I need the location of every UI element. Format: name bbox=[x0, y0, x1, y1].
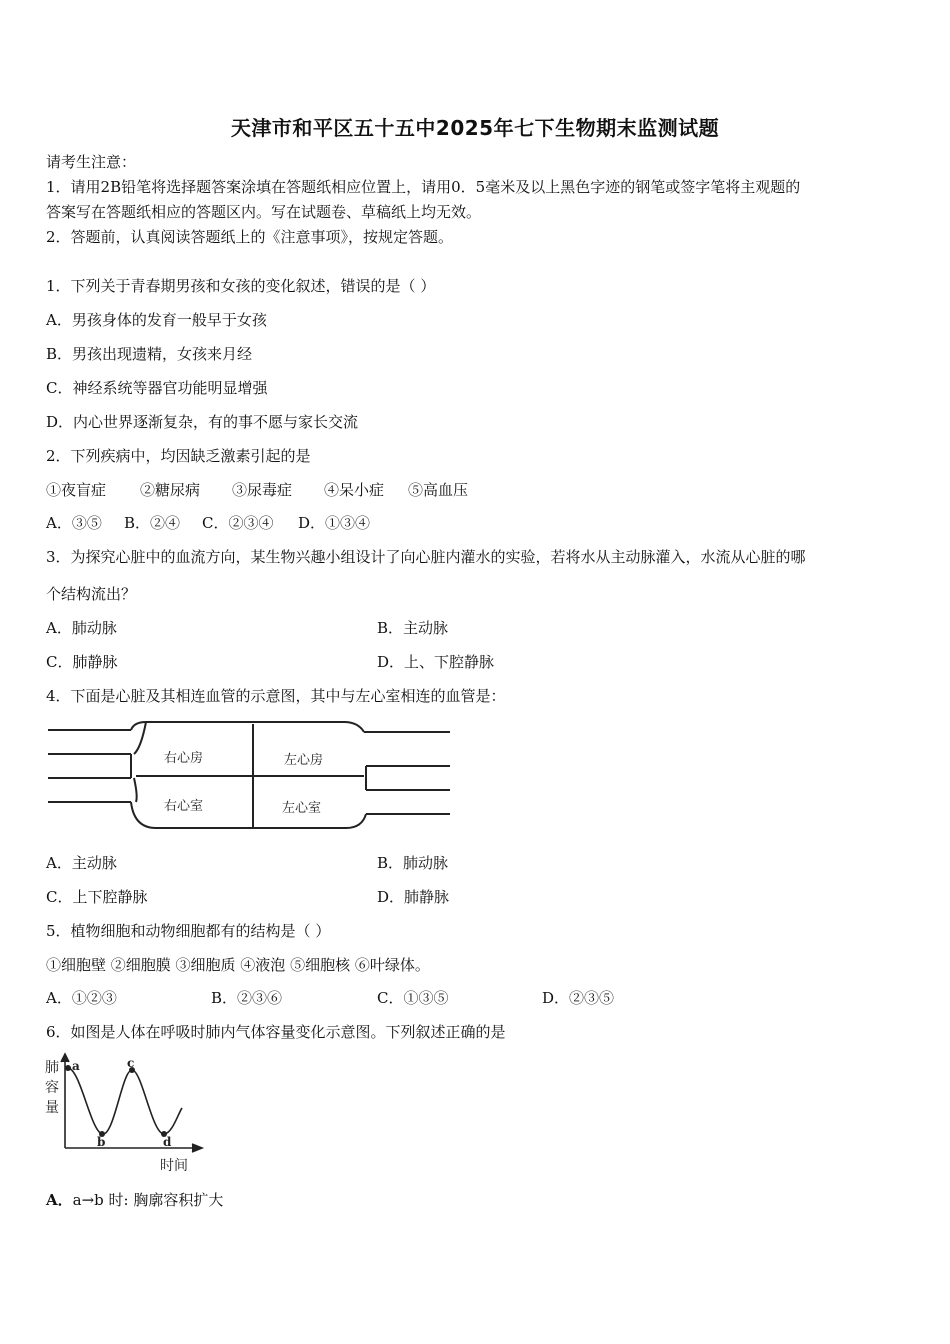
lung-volume-graph bbox=[40, 1052, 210, 1176]
q2-item-5: ⑤高血压 bbox=[408, 481, 469, 499]
q6-option-a bbox=[46, 1190, 223, 1210]
graph-point-d: d bbox=[163, 1135, 172, 1149]
q2-item-2: ②糖尿病 bbox=[140, 481, 201, 499]
notice-item-2: 2．答题前，认真阅读答题纸上的《注意事项》，按规定答题。 bbox=[46, 228, 454, 246]
notice-item-1: 1．请用2B铅笔将选择题答案涂填在答题纸相应位置上，请用0．5毫米及以上黑色字迹的钢笔或签字笔将主观题的 bbox=[46, 178, 801, 196]
q2-option-d: D．①③④ bbox=[298, 514, 371, 532]
graph-point-a: a bbox=[72, 1059, 80, 1073]
q3-stem: 3．为探究心脏中的血流方向，某生物兴趣小组设计了向心脏内灌水的实验，若将水从主动脉灌入，水流从心脏的哪 bbox=[46, 548, 806, 566]
right-ventricle-label: 右心室 bbox=[164, 799, 204, 814]
q3-stem-cont: 个结构流出？ bbox=[46, 585, 137, 603]
q5-stem: 5．植物细胞和动物细胞都有的结构是（ ） bbox=[46, 922, 331, 940]
page-title: 天津市和平区五十五中2025年七下生物期末监测试题 bbox=[230, 116, 720, 140]
graph-y-label-1: 肺 bbox=[45, 1060, 59, 1076]
heart-diagram bbox=[46, 718, 456, 836]
q3-option-c: C．肺静脉 bbox=[46, 653, 118, 671]
graph-point-a-marker bbox=[65, 1065, 71, 1071]
q1-stem: 1．下列关于青春期男孩和女孩的变化叙述，错误的是（ ） bbox=[46, 277, 436, 295]
q2-stem: 2．下列疾病中，均因缺乏激素引起的是 bbox=[46, 447, 311, 465]
q4-option-b: B．肺动脉 bbox=[377, 854, 449, 872]
q5-option-d: D．②③⑤ bbox=[542, 989, 615, 1007]
graph-point-b: b bbox=[97, 1135, 106, 1149]
q2-option-c: C．②③④ bbox=[202, 514, 274, 532]
notice-item-1-cont: 答案写在答题纸相应的答题区内。写在试题卷、草稿纸上均无效。 bbox=[46, 203, 482, 221]
q4-option-d: D．肺静脉 bbox=[377, 888, 450, 906]
left-ventricle-label: 左心室 bbox=[282, 801, 322, 816]
q3-option-d: D．上、下腔静脉 bbox=[377, 653, 495, 671]
q3-option-b: B．主动脉 bbox=[377, 619, 449, 637]
graph-x-label: 时间 bbox=[160, 1158, 188, 1174]
q2-option-a: A．③⑤ bbox=[46, 514, 102, 532]
right-atrium-label: 右心房 bbox=[164, 751, 204, 766]
graph-y-label-2: 容 bbox=[45, 1080, 59, 1096]
q6-option-a-text: a→b 时: 胸廓容积扩大 bbox=[72, 1191, 224, 1209]
q4-option-a: A．主动脉 bbox=[46, 854, 117, 872]
graph-point-c: c bbox=[127, 1056, 135, 1070]
q1-option-a: A．男孩身体的发育一般早于女孩 bbox=[46, 311, 267, 329]
q1-option-b: B．男孩出现遗精，女孩来月经 bbox=[46, 345, 253, 363]
q2-item-4: ④呆小症 bbox=[324, 481, 385, 499]
q6-option-a-prefix: A． bbox=[46, 1191, 73, 1209]
q5-option-c: C．①③⑤ bbox=[377, 989, 449, 1007]
q1-option-c: C．神经系统等器官功能明显增强 bbox=[46, 379, 268, 397]
q5-option-b: B．②③⑥ bbox=[211, 989, 283, 1007]
q3-option-a: A．肺动脉 bbox=[46, 619, 117, 637]
q1-option-d: D．内心世界逐渐复杂，有的事不愿与家长交流 bbox=[46, 413, 359, 431]
q5-option-a: A．①②③ bbox=[46, 989, 117, 1007]
q2-item-3: ③尿毒症 bbox=[232, 481, 293, 499]
graph-y-label-3: 量 bbox=[45, 1100, 59, 1116]
q2-option-b: B．②④ bbox=[124, 514, 181, 532]
notice-heading: 请考生注意： bbox=[46, 153, 137, 171]
q6-stem: 6．如图是人体在呼吸时肺内气体容量变化示意图。下列叙述正确的是 bbox=[46, 1023, 506, 1041]
q4-stem: 4．下面是心脏及其相连血管的示意图，其中与左心室相连的血管是： bbox=[46, 687, 506, 705]
q4-option-c: C．上下腔静脉 bbox=[46, 888, 148, 906]
q5-items: ①细胞壁 ②细胞膜 ③细胞质 ④液泡 ⑤细胞核 ⑥叶绿体。 bbox=[46, 956, 430, 974]
q2-item-1: ①夜盲症 bbox=[46, 481, 107, 499]
left-atrium-label: 左心房 bbox=[284, 753, 324, 768]
